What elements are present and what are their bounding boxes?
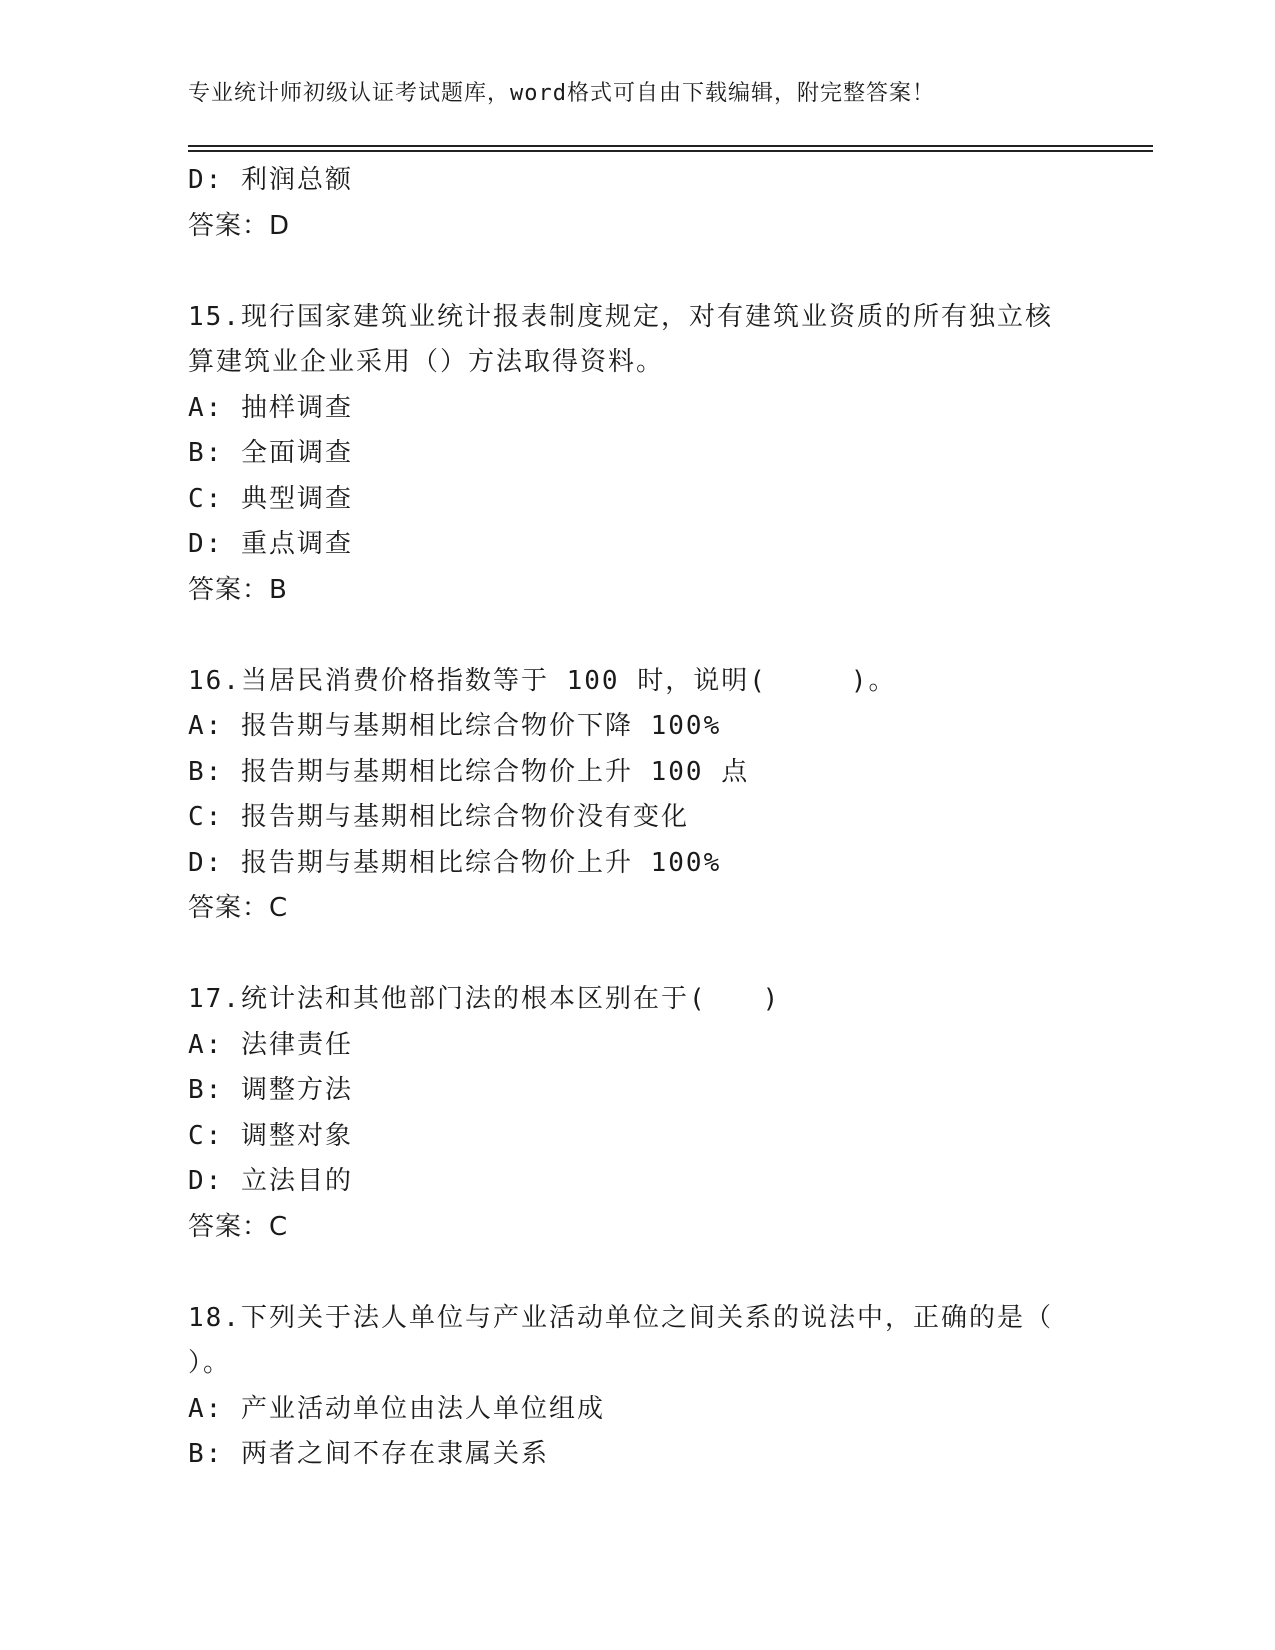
question-text: 16.当居民消费价格指数等于 100 时，说明( )。 — [188, 665, 897, 696]
answer: 答案：C — [188, 1211, 289, 1242]
option-b: B: 两者之间不存在隶属关系 — [188, 1439, 549, 1469]
option-a: A: 产业活动单位由法人单位组成 — [188, 1393, 605, 1424]
question-text-cont: ）。 — [188, 1348, 232, 1378]
prev-answer: 答案：D — [188, 210, 291, 241]
question-text-cont: 算建筑业企业采用（）方法取得资料。 — [188, 347, 665, 377]
option-b: B: 全面调查 — [188, 438, 353, 468]
question-text: 17.统计法和其他部门法的根本区别在于( ) — [188, 984, 781, 1014]
option-b: B: 报告期与基期相比综合物价上升 100 点 — [188, 756, 750, 787]
header-rule-bottom — [188, 150, 1153, 152]
option-a: A: 抽样调查 — [188, 392, 353, 423]
question-15 — [188, 295, 1088, 614]
option-c: C: 典型调查 — [188, 483, 353, 514]
question-16 — [188, 659, 1088, 932]
option-d: D: 报告期与基期相比综合物价上升 100% — [188, 847, 722, 878]
option-c: C: 报告期与基期相比综合物价没有变化 — [188, 802, 689, 832]
page-header: 专业统计师初级认证考试题库，word格式可自由下载编辑，附完整答案！ — [188, 81, 935, 106]
answer: 答案：B — [188, 574, 288, 605]
option-a: A: 法律责任 — [188, 1029, 353, 1060]
prev-option-d: D: 利润总额 — [188, 165, 353, 195]
question-18 — [188, 1296, 1088, 1478]
question-list — [188, 158, 1088, 1478]
option-b: B: 调整方法 — [188, 1075, 353, 1105]
answer: 答案：C — [188, 893, 289, 923]
question-text: 15.现行国家建筑业统计报表制度规定，对有建筑业资质的所有独立核 — [188, 301, 1053, 332]
option-c: C: 调整对象 — [188, 1120, 353, 1151]
header-rule-top — [188, 145, 1153, 147]
question-text: 18.下列关于法人单位与产业活动单位之间关系的说法中，正确的是（ — [188, 1302, 1053, 1333]
option-d: D: 重点调查 — [188, 529, 353, 559]
option-d: D: 立法目的 — [188, 1166, 353, 1196]
option-a: A: 报告期与基期相比综合物价下降 100% — [188, 711, 722, 741]
question-17 — [188, 977, 1088, 1250]
